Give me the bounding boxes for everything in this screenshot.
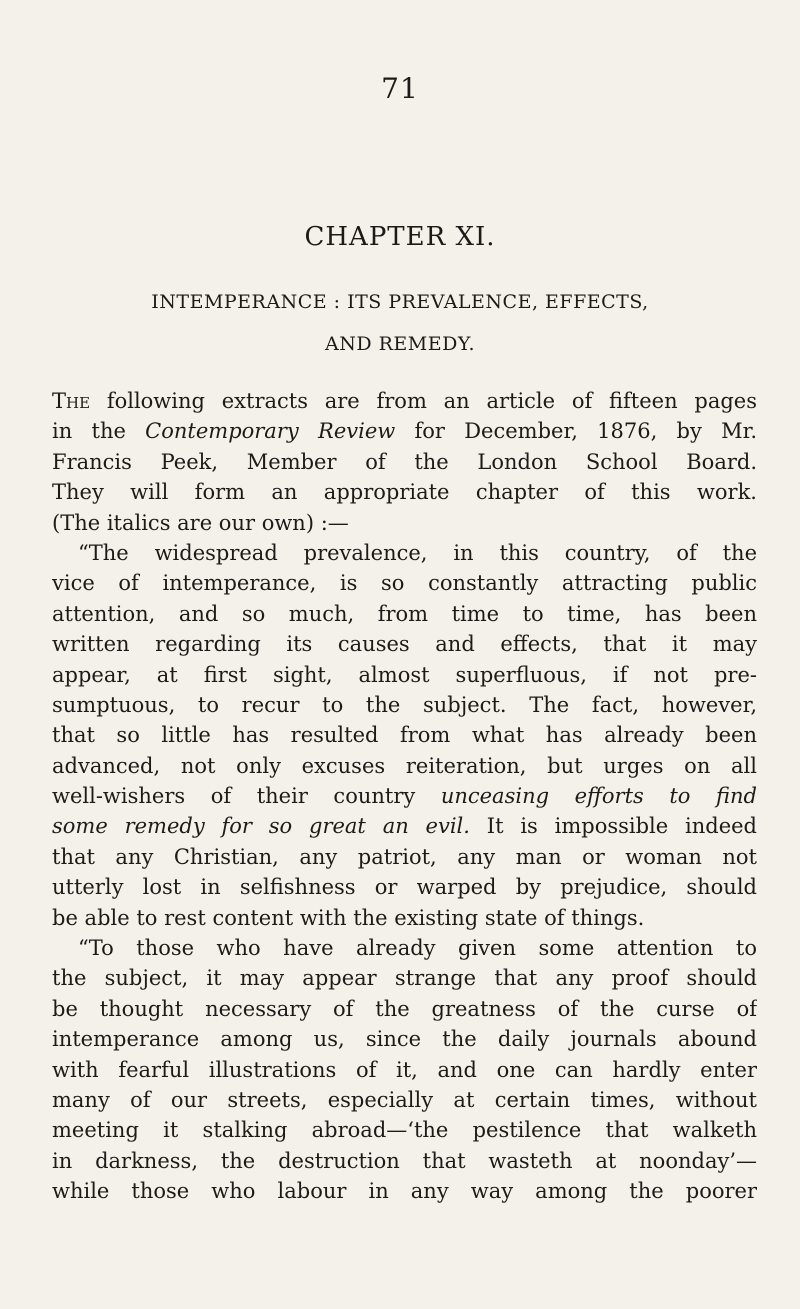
text-segment: while those who labour in any way among the poorer [52,1179,757,1204]
text-line [52,386,757,416]
text-line [52,1146,757,1176]
text-line [52,963,757,993]
text-segment: that so little has resulted from what has already been [52,723,757,748]
text-line [52,903,757,933]
italic-text: some remedy for so great an evil. [52,814,470,839]
text-segment: with fearful illustrations of it, and one can hardly enter [52,1057,757,1082]
text-line [52,508,757,538]
text-line [52,1024,757,1054]
text-line [52,477,757,507]
text-line [52,538,757,568]
text-segment: in darkness, the destruction that wasteth at noonday’— [52,1148,757,1173]
text-segment: for December, 1876, by Mr. [395,419,757,444]
page-number: 71 [381,72,419,105]
text-segment: be thought necessary of the greatness of the curse of [52,996,757,1021]
text-line [52,872,757,902]
text-line [52,447,757,477]
text-line [52,568,757,598]
text-line [52,660,757,690]
text-segment: many of our streets, especially at certain times, without [52,1087,757,1112]
text-segment: “To those who have already given some attention to [78,936,757,961]
text-segment: in the [52,419,146,444]
text-line [52,994,757,1024]
text-segment: written regarding its causes and effects, that it may [52,632,757,657]
section-title-line: AND REMEDY. [325,333,475,355]
text-segment: the subject, it may appear strange that any proof should [52,966,757,991]
italic-text: Contemporary Review [145,419,396,444]
text-segment: appear, at first sight, almost superfluous, if not pre- [52,662,757,687]
text-segment: sumptuous, to recur to the subject. The fact, however, [52,692,757,717]
text-segment: attention, and so much, from time to time, has been [52,601,757,626]
text-segment: meeting it stalking abroad—‘the pestilence that walketh [52,1118,757,1143]
text-line [52,1085,757,1115]
text-segment: advanced, not only excuses reiteration, but urges on all [52,753,757,778]
text-line [52,629,757,659]
text-segment: Francis Peek, Member of the London School Board. [52,449,757,474]
text-line [52,781,757,811]
text-segment: (The italics are our own) :— [52,510,349,535]
text-line [52,1115,757,1145]
text-line [52,751,757,781]
text-segment: “The widespread prevalence, in this country, of the [78,540,757,565]
text-segment: vice of intemperance, is so constantly attracting public [52,571,757,596]
text-segment: It is impossible indeed [469,814,757,839]
text-segment: The [52,389,91,413]
text-segment: following extracts are from an article of fifteen pages [90,389,757,413]
text-line [52,690,757,720]
text-line [52,811,757,841]
text-line [52,842,757,872]
text-line [52,416,757,446]
text-line [52,720,757,750]
text-segment: be able to rest content with the existing state of things. [52,905,645,930]
text-segment: utterly lost in selfishness or warped by prejudice, should [52,875,757,900]
text-segment: well-wishers of their country [52,784,441,809]
text-segment: that any Christian, any patriot, any man or woman not [52,844,757,869]
text-segment: intemperance among us, since the daily journals abound [52,1027,757,1052]
text-line [52,933,757,963]
chapter-title: CHAPTER XI. [304,222,496,252]
text-line [52,1176,757,1206]
section-title-line: INTEMPERANCE : ITS PREVALENCE, EFFECTS, [151,291,649,313]
italic-text: unceasing efforts to find [440,784,757,809]
text-line [52,599,757,629]
body-text [52,386,757,1207]
text-line [52,1055,757,1085]
section-title [0,281,800,365]
text-segment: They will form an appropriate chapter of this work. [52,480,757,505]
